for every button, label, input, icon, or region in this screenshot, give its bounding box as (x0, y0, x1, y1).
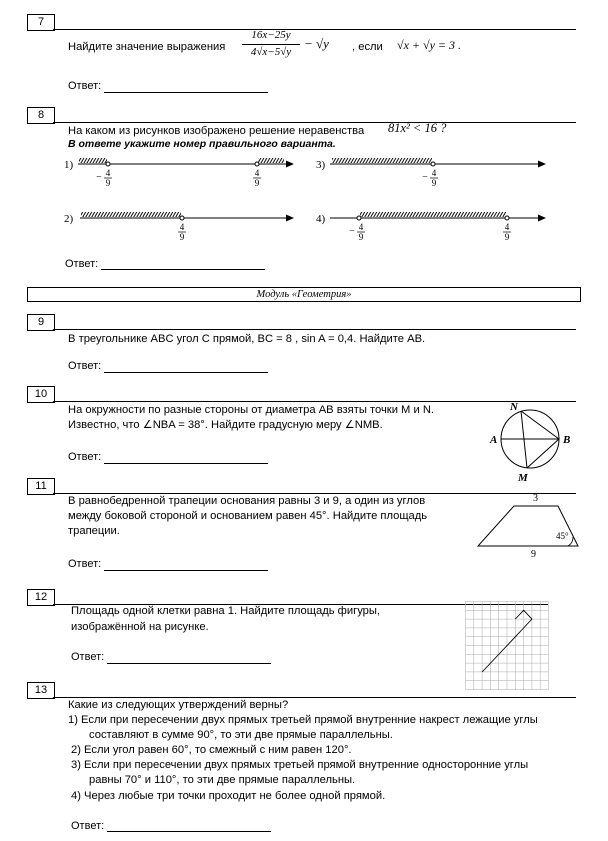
svg-text:4: 4 (179, 222, 185, 232)
task-7-rule (53, 29, 576, 30)
svg-text:9: 9 (504, 232, 510, 242)
task-9-text: В треугольнике ABC угол C прямой, BC = 8 , sin A = 0,4. Найдите AB. (68, 333, 426, 345)
task-10-circle-figure (485, 398, 580, 486)
svg-text:9: 9 (358, 232, 364, 242)
statement-3-line2: равны 70° и 110°, то эти две прямые параллельны. (89, 774, 356, 786)
task-11-line2: между боковой стороной и основанием равен 45°. Найдите площадь (68, 510, 428, 522)
task-11-answer-label: Ответ: (68, 558, 102, 570)
task-7-minus-term: − √y (304, 36, 329, 51)
task-13-answer-label: Ответ: (71, 820, 105, 832)
task-10-answer-line[interactable] (104, 463, 268, 464)
task-12-answer-line[interactable] (107, 663, 271, 664)
statement-1-line2: составляют в сумме 90°, то эти две прямые параллельны. (89, 729, 393, 741)
task-9-number: 9 (27, 314, 55, 331)
module-title: Модуль «Геометрия» (27, 287, 581, 302)
option-1-arrow (286, 161, 294, 168)
task-9-answer-label: Ответ: (68, 360, 102, 372)
task-10-line2: Известно, что ∠NBA = 38°. Найдите градусную меру ∠NMB. (68, 419, 383, 431)
option-1-tick-right (253, 168, 261, 188)
task-10-answer-label: Ответ: (68, 451, 102, 463)
task-8-instruction: В ответе укажите номер правильного варианта. (68, 138, 336, 150)
svg-text:9: 9 (254, 178, 260, 188)
task-7-prompt: Найдите значение выражения (68, 41, 226, 53)
task-13-number: 13 (27, 682, 55, 699)
option-2-label[interactable]: 2) (64, 213, 74, 225)
task-11-line1: В равнобедренной трапеции основания равны 3 и 9, а один из углов (68, 495, 426, 507)
option-3-hatch (332, 158, 432, 163)
task-13-answer-line[interactable] (107, 831, 271, 832)
statement-4: 4) Через любые три точки проходит не более одной прямой. (71, 790, 386, 802)
statement-3-line1: 3) Если при пересечении двух прямых третьей прямой внутренние односторонние углы (71, 759, 529, 771)
task-11-trapezoid-figure (474, 490, 584, 558)
trapezoid-angle-label: 45° (556, 531, 569, 541)
task-10-line1: На окружности по разные стороны от диаметра AB взяты точки M и N. (68, 404, 435, 416)
option-2-point (180, 216, 184, 220)
svg-text:−: − (96, 172, 102, 183)
option-3-label[interactable]: 3) (316, 159, 326, 171)
task-12-grid-figure (465, 601, 549, 690)
task-7-frac-den: 4√x−5√y (250, 46, 292, 58)
statement-2: 2) Если угол равен 60°, то смежный с ним равен 120°. (71, 744, 352, 756)
svg-text:4: 4 (105, 168, 111, 178)
task-11-line3: трапеции. (68, 525, 120, 537)
task-10-number: 10 (27, 386, 55, 403)
task-8-prompt: На каком из рисунков изображено решение неравенства (68, 125, 365, 137)
svg-text:−: − (349, 226, 355, 237)
statement-1-line1: 1) Если при пересечении двух прямых третьей прямой внутренние накрест лежащие углы (68, 714, 538, 726)
point-b-label: B (563, 434, 571, 446)
task-7-answer-line[interactable] (104, 92, 268, 93)
task-8-rule (53, 122, 576, 123)
option-2-hatch (81, 212, 181, 217)
option-4-point-left (357, 216, 361, 220)
trapezoid-top-label: 3 (533, 493, 538, 504)
task-9-rule (53, 329, 576, 330)
task-8-number-lines (0, 150, 608, 250)
point-m-label: M (518, 472, 528, 484)
option-1-hatch-left (79, 158, 107, 163)
option-2-tick (178, 222, 186, 242)
option-3-arrow (538, 161, 546, 168)
task-7-number: 7 (27, 14, 55, 31)
option-4-tick-left (349, 222, 365, 242)
task-12-number: 12 (27, 589, 55, 606)
svg-text:4: 4 (358, 222, 364, 232)
svg-text:4: 4 (431, 168, 437, 178)
task-7-frac-num: 16x−25y (251, 29, 291, 41)
option-3-tick (422, 168, 438, 188)
task-8-inequality: 81x² < 16 ? (388, 121, 447, 135)
svg-text:9: 9 (179, 232, 185, 242)
task-7-frac-bar (242, 44, 300, 45)
svg-text:9: 9 (431, 178, 437, 188)
task-8-answer-label: Ответ: (65, 258, 99, 270)
task-11-answer-line[interactable] (104, 570, 268, 571)
task-7-condition: √x + √y = 3 . (397, 38, 462, 52)
svg-text:−: − (422, 172, 428, 183)
task-12-answer-label: Ответ: (71, 651, 105, 663)
point-a-label: A (490, 434, 498, 446)
task-11-number: 11 (27, 478, 55, 495)
option-1-label[interactable]: 1) (64, 159, 74, 171)
task-12-line2: изображённой на рисунке. (71, 621, 209, 633)
task-8-number: 8 (27, 107, 55, 124)
option-1-point-left (106, 162, 110, 166)
option-1-tick-left (96, 168, 112, 188)
point-n-label: N (510, 401, 518, 413)
trapezoid-bottom-label: 9 (531, 549, 536, 558)
option-4-point-right (505, 216, 509, 220)
option-1-hatch-right (258, 158, 284, 163)
option-4-label[interactable]: 4) (316, 213, 326, 225)
task-8-answer-line[interactable] (101, 269, 265, 270)
option-4-hatch (360, 212, 506, 217)
option-4-arrow (538, 215, 546, 222)
task-9-answer-line[interactable] (104, 372, 268, 373)
svg-text:4: 4 (254, 168, 260, 178)
option-3-point (431, 162, 435, 166)
task-12-line1: Площадь одной клетки равна 1. Найдите площадь фигуры, (71, 605, 381, 617)
task-7-condition-word: , если (352, 41, 383, 53)
option-2-arrow (286, 215, 294, 222)
task-7-answer-label: Ответ: (68, 80, 102, 92)
svg-text:9: 9 (105, 178, 111, 188)
option-4-tick-right (503, 222, 511, 242)
task-13-question: Какие из следующих утверждений верны? (68, 699, 289, 711)
svg-text:4: 4 (504, 222, 510, 232)
option-1-point-right (255, 162, 259, 166)
